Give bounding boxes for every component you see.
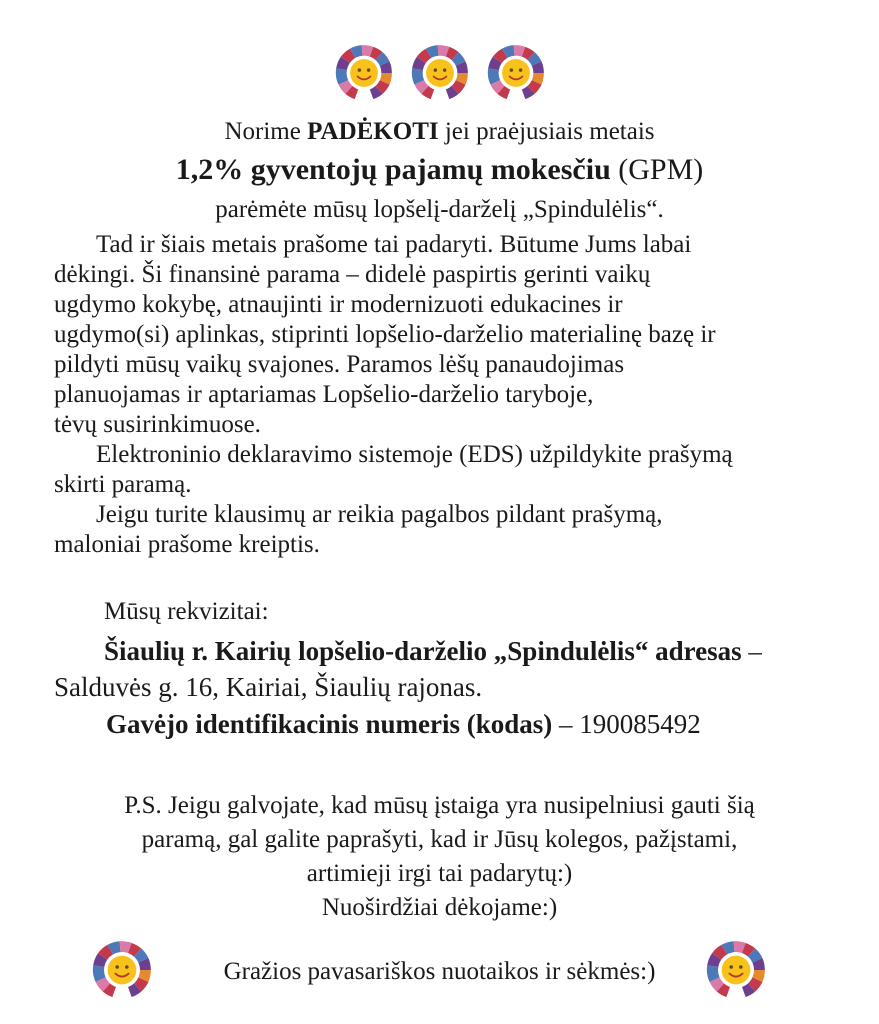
body-line: dėkingi. Ši finansinė parama – didelė paspirtis gerinti vaikų [54,261,651,288]
smiling-sun-logo-icon [706,940,766,1000]
address-dash: – [741,636,762,666]
recipient-code-line [106,709,701,740]
details-label: Mūsų rekvizitai: [104,598,269,625]
heading-text: Norime [224,118,308,145]
recipient-code-label: Gavėjo identifikacinis numeris (kodas) [106,709,553,739]
thanks-line: Nuoširdžiai dėkojame:) [321,894,558,921]
body-line: planuojamas ir aptariamas Lopšelio-darželio taryboje, [54,381,594,408]
smiling-sun-logo-icon [411,44,469,102]
body-line: ugdymo(si) aplinkas, stiprinti lopšelio-darželio materialinę bazę ir [54,321,716,348]
smiling-sun-logo-icon [335,44,393,102]
closing-row [0,940,879,1004]
ps-line: artimieji irgi tai padarytų:) [306,860,573,887]
closing-greeting: Gražios pavasariškos nuotaikos ir sėkmės:) [223,958,656,985]
heading-line-1 [0,118,879,146]
body-line: Elektroninio deklaravimo sistemoje (EDS) užpildykite prašymą [96,441,733,468]
body-line: Jeigu turite klausimų ar reikia pagalbos pildant prašymą, [96,501,663,528]
body-line: skirti paramą. [54,471,192,498]
address-line [104,636,762,667]
body-line: Tad ir šiais metais prašome tai padaryti. Būtume Jums labai [96,231,692,258]
heading-text: jei praėjusiais metais [438,118,655,145]
ps-line: P.S. Jeigu galvojate, kad mūsų įstaiga yra nusipelniusi gauti šią [124,792,755,819]
body-line: pildyti mūsų vaikų svajones. Paramos lėšų panaudojimas [54,351,625,378]
heading-bold-gpm: 1,2% gyventojų pajamų mokesčiu [175,153,611,186]
body-line: maloniai prašome kreiptis. [54,531,320,558]
body-text [54,230,810,560]
smiling-sun-logo-icon [487,44,545,102]
heading-bold-thanks: PADĖKOTI [307,118,439,145]
recipient-code-value: – 190085492 [552,709,701,739]
address-label: Šiaulių r. Kairių lopšelio-darželio „Spindulėlis“ adresas [104,636,742,666]
top-logo-row [0,44,879,102]
ps-line: paramą, gal galite paprašyti, kad ir Jūsų kolegos, pažįstami, [141,826,738,853]
heading-text: (GPM) [610,153,704,186]
heading-line-2 [0,153,879,187]
body-line: ugdymo kokybę, atnaujinti ir modernizuoti edukacines ir [54,291,623,318]
body-line: tėvų susirinkimuose. [54,411,261,438]
heading-line-3: parėmėte mūsų lopšelį-darželį „Spindulėlis“. [215,196,664,223]
address-value: Salduvės g. 16, Kairiai, Šiaulių rajonas. [54,672,483,702]
